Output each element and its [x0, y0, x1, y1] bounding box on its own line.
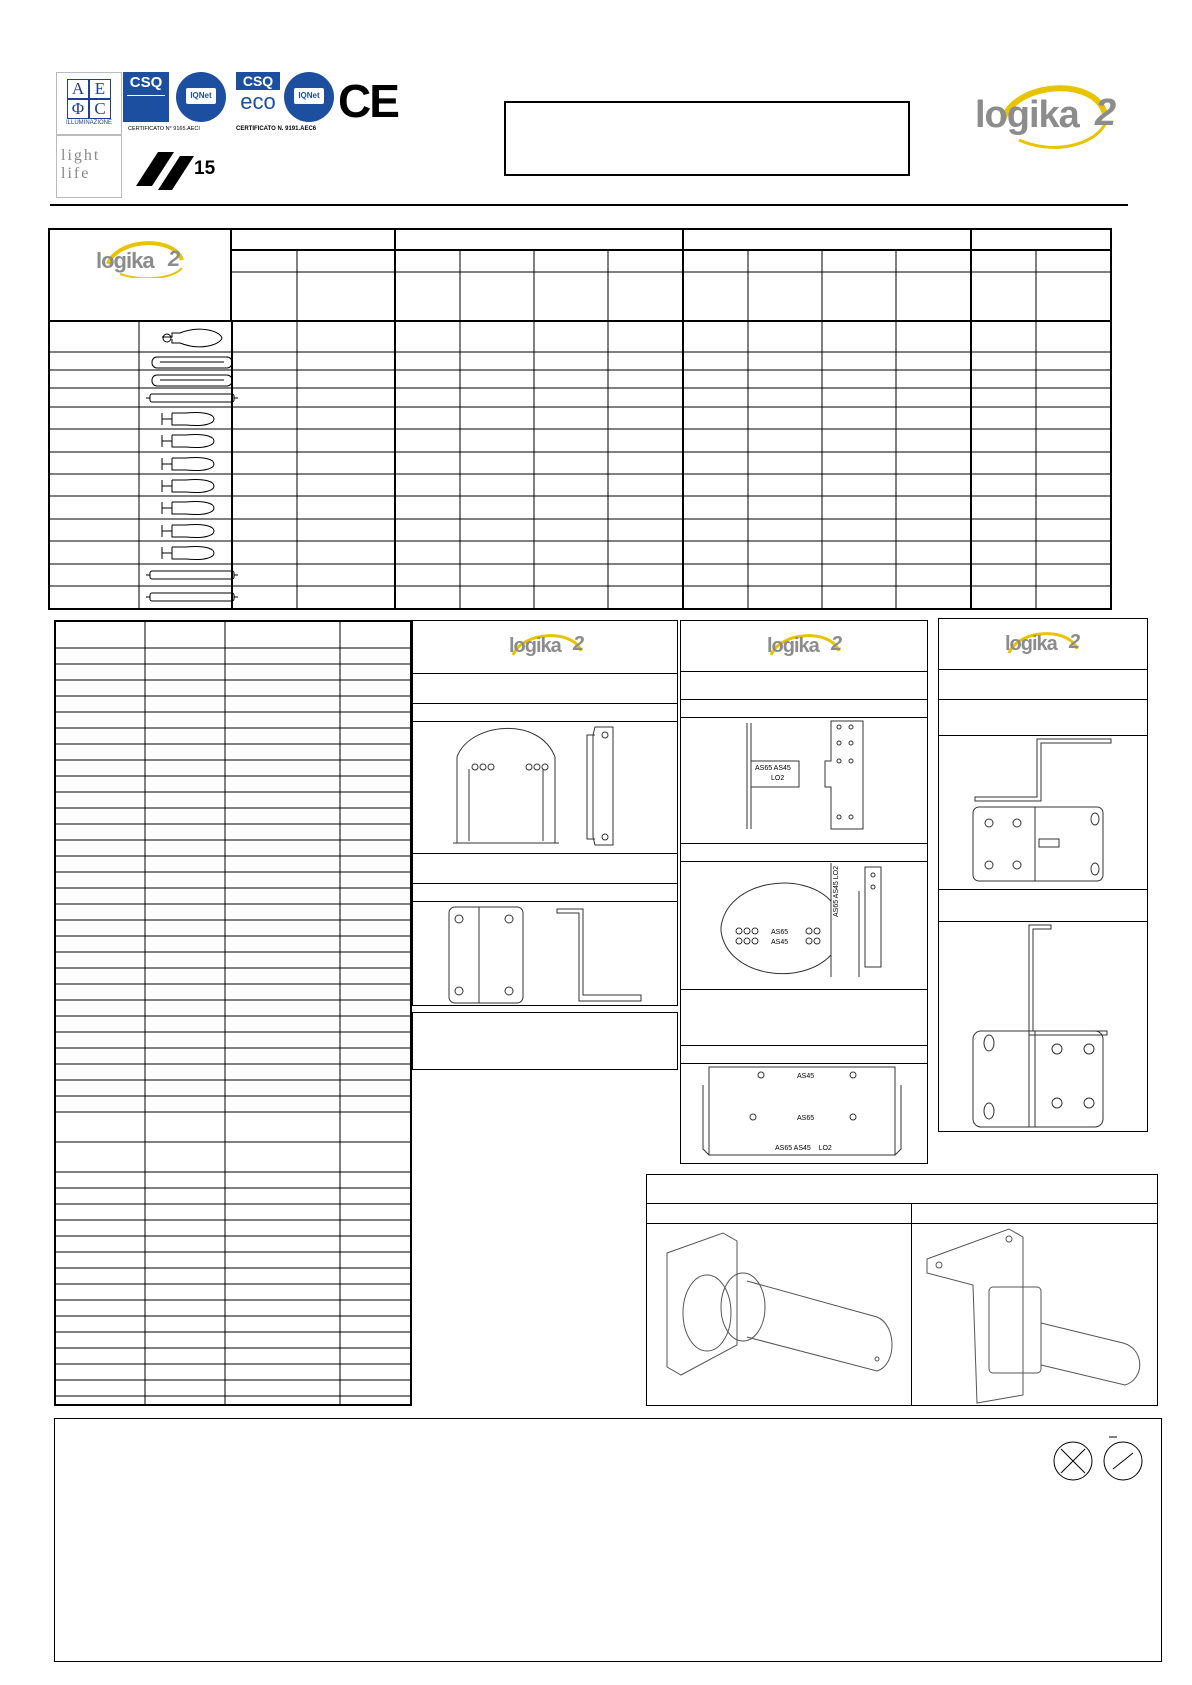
csq-eco-label: CSQ	[236, 72, 280, 90]
csq-label: CSQ	[129, 74, 163, 91]
bracket-drawing-d	[681, 861, 927, 981]
single-ended-lamp-icon	[162, 479, 214, 492]
csq-certificate-caption: CERTIFICATO N° 9165.AECI	[128, 126, 200, 132]
bracket-drawing-g	[939, 921, 1147, 1131]
eco-label: eco	[240, 89, 276, 114]
single-ended-lamp-icon	[162, 524, 214, 537]
en-15-logo	[128, 146, 218, 196]
lamp-table-body	[50, 320, 1110, 610]
lamp-holder-3d-b	[913, 1225, 1153, 1405]
aec-logo	[56, 72, 122, 136]
drawing-e-label-1: AS45	[797, 1073, 815, 1080]
csq-logo	[123, 72, 169, 122]
iqnet-seal-2	[284, 72, 334, 122]
panel-logo-word: logika	[509, 635, 561, 657]
drawing-e-label-3: AS65 AS45 LO2	[775, 1145, 832, 1152]
aec-letter-phi: Φ	[67, 99, 89, 119]
linear-lamp-icon	[146, 394, 238, 402]
bracket-drawing-e	[681, 1063, 927, 1163]
eco-certificate-caption: CERTIFICATO N. 9191.AEC6	[236, 126, 317, 132]
drawing-d-vertical-label: AS65 AS45 LO2	[833, 866, 840, 917]
light-life-logo	[56, 134, 122, 198]
brand-word: logika	[975, 94, 1079, 136]
ce-mark: CE	[338, 75, 398, 127]
bracket-panel-1	[412, 620, 678, 1006]
drawing-c-label-1: AS65 AS45	[755, 765, 791, 772]
bracket-drawing-b	[413, 901, 677, 1005]
linear-lamp-icon	[146, 571, 238, 579]
panel-2-logo	[681, 621, 927, 671]
panel-3-logo	[939, 619, 1147, 669]
aec-letter-c: C	[89, 99, 111, 119]
drawing-d-label-2: AS45	[771, 939, 789, 946]
single-ended-lamp-icon	[162, 546, 214, 559]
iqnet-label: IQNet	[186, 88, 216, 104]
drawing-d-label-1: AS65	[771, 929, 789, 936]
iqnet-label-2: IQNet	[294, 88, 324, 104]
lamp-table-header-grid	[232, 230, 1110, 320]
bulb-icon	[162, 329, 222, 347]
aec-letter-a: A	[67, 79, 89, 99]
bracket-panel-3	[938, 618, 1148, 1132]
en-15-number: 15	[194, 158, 216, 179]
mounting-3d-panel	[646, 1174, 1158, 1406]
iqnet-seal	[176, 72, 226, 122]
light-life-text: light life	[61, 147, 101, 182]
tube-lamp-icon	[152, 375, 232, 386]
bracket-panel-2	[680, 620, 928, 1164]
panel-logo-number: 2	[1069, 631, 1080, 653]
aec-letter-e: E	[89, 79, 111, 99]
single-ended-lamp-icon	[162, 412, 214, 425]
lamp-holder-3d-a	[647, 1225, 909, 1405]
single-ended-lamp-icon	[162, 457, 214, 470]
brand-number: 2	[1095, 92, 1116, 134]
table-logo-number: 2	[168, 246, 180, 271]
lens-symbols-icon	[1051, 1433, 1151, 1489]
certification-logos	[56, 72, 406, 198]
panel-logo-number: 2	[573, 633, 584, 655]
panel-logo-word: logika	[767, 635, 819, 657]
linear-lamp-icon	[146, 593, 238, 601]
panel-logo-word: logika	[1005, 633, 1057, 655]
lamp-table-wrap	[48, 228, 1112, 610]
lamp-table-header	[232, 230, 1110, 320]
tube-lamp-icon	[152, 357, 232, 368]
brand-logo	[975, 80, 1125, 152]
bracket-drawing-c	[681, 717, 927, 833]
bracket-panel-1-note	[412, 1012, 678, 1070]
aec-caption: ILLUMINAZIONE	[65, 120, 112, 126]
panel-1-logo	[413, 621, 677, 673]
header-rule	[50, 204, 1128, 206]
table-logo-word: logika	[96, 248, 154, 273]
lamp-table-logo	[50, 230, 232, 320]
panel-logo-number: 2	[831, 633, 842, 655]
lamp-table-body-grid	[50, 322, 1110, 610]
single-ended-lamp-icon	[162, 501, 214, 514]
code-table-grid	[56, 622, 410, 1404]
csq-eco-logo	[236, 72, 280, 122]
title-box	[504, 101, 910, 176]
drawing-e-label-2: AS65	[797, 1115, 815, 1122]
code-table	[54, 620, 412, 1406]
notes-box	[54, 1418, 1162, 1662]
single-ended-lamp-icon	[162, 434, 214, 447]
drawing-c-label-2: LO2	[771, 775, 785, 782]
bracket-drawing-f	[939, 735, 1147, 887]
bracket-drawing-a	[413, 721, 677, 851]
